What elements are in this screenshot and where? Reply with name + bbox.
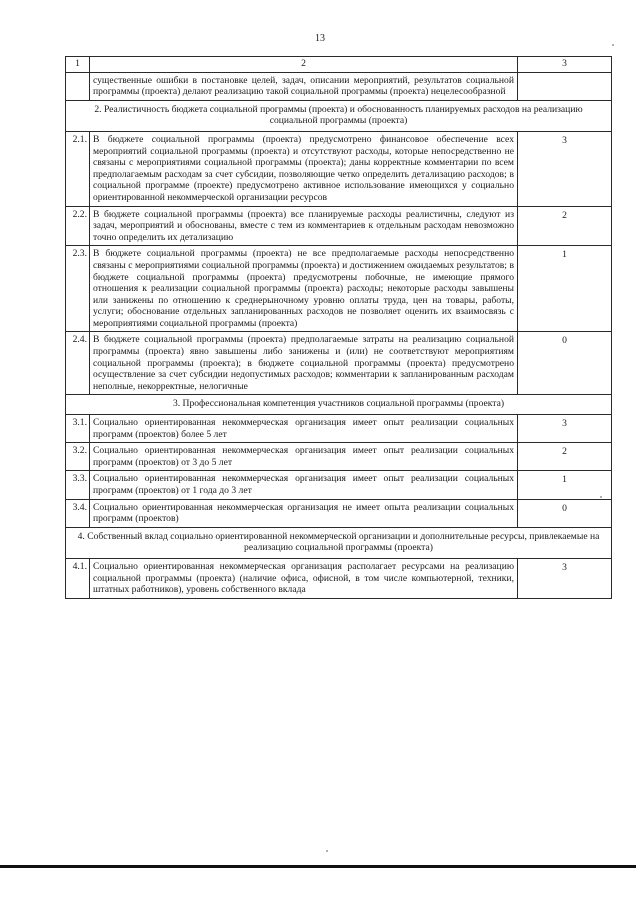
page-number: 13 <box>315 33 325 44</box>
row-description: В бюджете социальной программы (проекта) предусмотрено финансовое обеспечение всех мероприятий социальной программы (проекта) и отсутствуют расходы, которые непосредственно не связаны с мероприятиями социальной программы (проекта); даны корректные комментарии по всем предполагаемым расходам за счет субсидии, позволяющие четко определить детализацию расходов; в социальной программе (проекте) предусмотрено активное использование имеющихся у социально ориентированной некоммерческой организации ресурсов <box>90 131 518 206</box>
scan-speck <box>612 44 614 46</box>
row-score: 1 <box>518 246 612 332</box>
row-number: 2.4. <box>66 332 90 395</box>
section-title: 2. Реалистичность бюджета социальной программы (проекта) и обоснованность планируемых расходов на реализацию социальной программы (проекта) <box>66 100 612 131</box>
section-row <box>66 100 612 131</box>
scan-speck <box>326 850 328 852</box>
row-number-cell <box>66 72 90 100</box>
row-description: Социально ориентированная некоммерческая организация имеет опыт реализации социальных программ (проектов) от 1 года до 3 лет <box>90 471 518 499</box>
row-number: 2.2. <box>66 206 90 246</box>
continuation-text: существенные ошибки в постановке целей, задач, описании мероприятий, результатов социальной программы (проекта) делают реализацию такой социальной программы (проекта) нецелесообразной <box>90 72 518 100</box>
row-number: 3.4. <box>66 499 90 527</box>
scan-speck <box>600 496 602 498</box>
table-row <box>66 499 612 527</box>
table-row <box>66 131 612 206</box>
section-row <box>66 395 612 415</box>
row-score: 3 <box>518 415 612 443</box>
row-score: 1 <box>518 471 612 499</box>
row-number: 4.1. <box>66 558 90 598</box>
row-description: Социально ориентированная некоммерческая организация располагает ресурсами на реализацию социальной программы (проекта) (наличие офиса, офисной, в том числе компьютерной, техники, штатных работников), уровень собственного вклада <box>90 558 518 598</box>
table-row <box>66 558 612 598</box>
section-title: 4. Собственный вклад социально ориентированной некоммерческой организации и дополнительные ресурсы, привлекаемые на реализацию социальной программы (проекта) <box>66 527 612 558</box>
row-score: 3 <box>518 131 612 206</box>
row-description: Социально ориентированная некоммерческая организация имеет опыт реализации социальных программ (проектов) от 3 до 5 лет <box>90 443 518 471</box>
row-description: В бюджете социальной программы (проекта) предполагаемые затраты на реализацию социальной программы (проекта) явно завышены либо занижены и (или) не соответствуют мероприятиям социальной программы (проекта); в бюджете социальной программы (проекта) предусмотрено осуществление за счет субсидии недопустимых расходов; комментарии к запланированным расходам неполные, некорректные, нелогичные <box>90 332 518 395</box>
section-title: 3. Профессиональная компетенция участников социальной программы (проекта) <box>66 395 612 415</box>
row-number: 3.3. <box>66 471 90 499</box>
row-description: В бюджете социальной программы (проекта) все планируемые расходы реалистичны, следуют из задач, мероприятий и обоснованы, вместе с тем из комментариев к отдельным расходам невозможно точно определить их детализацию <box>90 206 518 246</box>
table-row <box>66 246 612 332</box>
table-row <box>66 206 612 246</box>
row-description: Социально ориентированная некоммерческая организация не имеет опыта реализации социальных программ (проектов) <box>90 499 518 527</box>
row-score: 3 <box>518 558 612 598</box>
row-score: 2 <box>518 443 612 471</box>
table-row <box>66 471 612 499</box>
column-header-3: 3 <box>518 57 612 73</box>
continuation-row <box>66 72 612 100</box>
column-header-2: 2 <box>90 57 518 73</box>
table-header-row <box>66 57 612 73</box>
table-row <box>66 332 612 395</box>
row-number: 3.2. <box>66 443 90 471</box>
table-row <box>66 443 612 471</box>
page-bottom-rule <box>0 865 636 868</box>
row-score: 0 <box>518 499 612 527</box>
criteria-table <box>65 56 612 599</box>
row-number: 3.1. <box>66 415 90 443</box>
row-score: 2 <box>518 206 612 246</box>
row-description: Социально ориентированная некоммерческая организация имеет опыт реализации социальных программ (проектов) более 5 лет <box>90 415 518 443</box>
column-header-1: 1 <box>66 57 90 73</box>
table-row <box>66 415 612 443</box>
row-description: В бюджете социальной программы (проекта) не все предполагаемые расходы непосредственно связаны с мероприятиями социальной программы (проекта) и достижением ожидаемых результатов; в бюджете социальной программы (проекта) предусмотрены побочные, не имеющие прямого отношения к реализации социальной программы (проекта) расходы; некоторые расходы завышены или занижены по отношению к среднерыночному уровню оплаты труда, цен на товары, работы, услуги; обоснование отдельных запланированных расходов не позволяет оценить их взаимосвязь с мероприятиями социальной программы (проекта) <box>90 246 518 332</box>
row-number: 2.3. <box>66 246 90 332</box>
row-number: 2.1. <box>66 131 90 206</box>
score-cell <box>518 72 612 100</box>
row-score: 0 <box>518 332 612 395</box>
section-row <box>66 527 612 558</box>
